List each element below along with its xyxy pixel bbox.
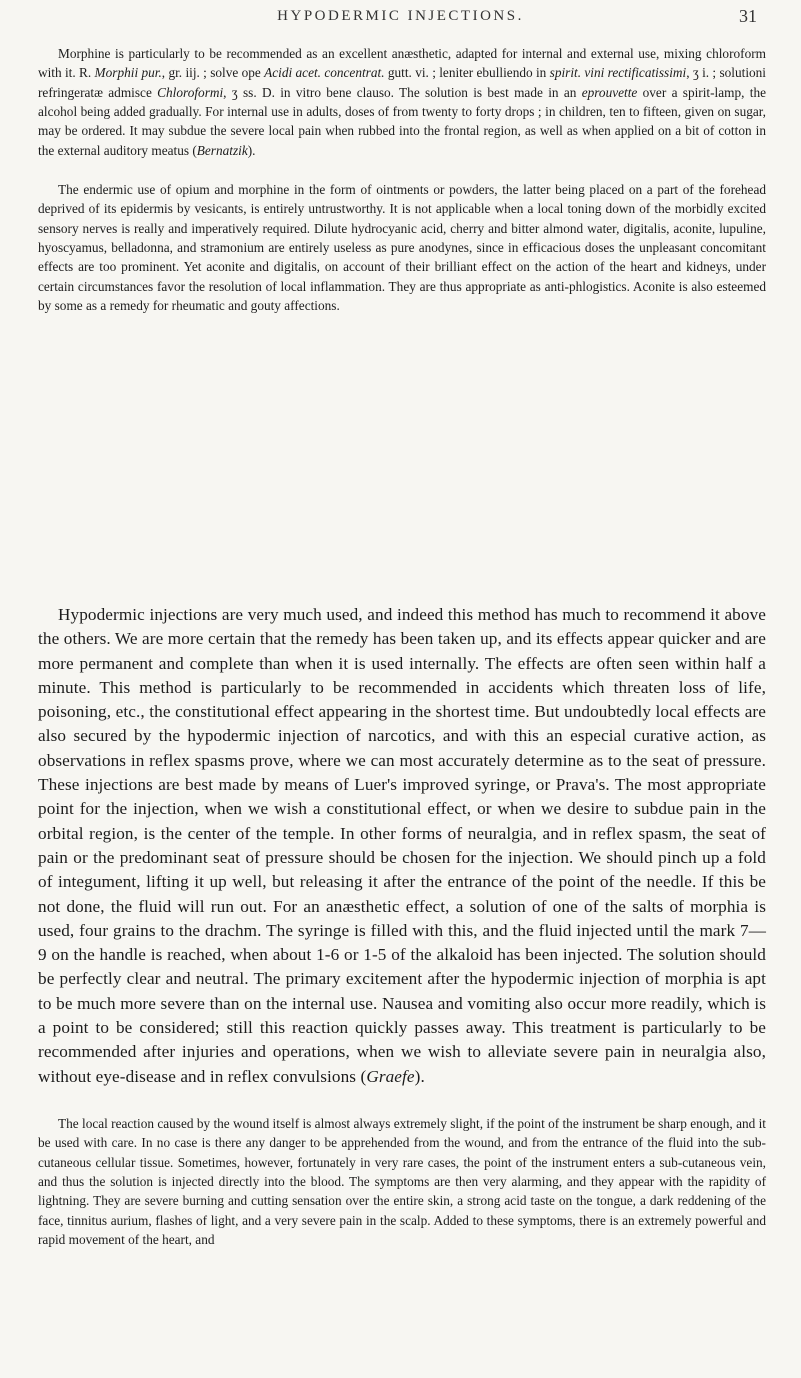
text-run: , ʒ ss. D. in vitro bene clauso. The solution is best made in an (223, 84, 582, 100)
text-run: Hypodermic injections are very much used, and indeed this method has much to recommend it above the others. We are more certain that the remedy has been taken up, and its effects appear quicker and are more permanent and complete than when it is used internally. The effects are often seen within half a minute. This method is particularly to be recommended in accidents which threaten loss of life, poisoning, etc., the constitutional effect appearing in the shortest time. But undoubtedly local effects are also secured by the hypodermic injection of narcotics, and with this an especial curative action, as observations in reflex spasms prove, where we can most accurately determine as to the seat of pressure. These injections are best made by means of Luer's improved syringe, or Prava's. The most appropriate point for the injection, when we wish a constitutional effect, or when we desire to subdue pain in the orbital region, is the center of the temple. In other forms of neuralgia, and in reflex spasm, the seat of pain or the predominant seat of pressure should be chosen for the injection. We should pinch up a fold of integument, lifting it up well, but releasing it after the entrance of the point of the needle. If this be not done, the fluid will run out. For an anæsthetic effect, a solution of one of the salts of morphia is used, four grains to the drachm. The syringe is filled with this, and the fluid injected until the mark 7—9 on the handle is reached, when about 1-6 or 1-5 of the alkaloid has been injected. The solution should be perfectly clear and neutral. The primary excitement after the hypodermic injection of morphia is apt to be much more severe than on the internal use. Nausea and vomiting also occur more readily, which is a point to be considered; still this reaction quickly passes away. This treatment is particularly to be recommended after injuries and operations, when we wish to alleviate severe pain in neuralgia also, without eye-disease and in reflex convulsions ( (38, 605, 766, 1086)
text-run: , ʒ i. ; solutioni refringeratæ admisce (38, 65, 767, 100)
italic-run: Bernatzik (196, 142, 248, 158)
morphine-block (38, 44, 766, 160)
text-run: over a spirit-lamp, the alcohol being added gradually. For internal use in adults, doses of from twenty to forty drops ; in children, ten to fifteen, given on sugar, may be ordered. It may subdue the severe local pain when rubbed into the frontal region, as well as when applied on a bit of cotton in the external auditory meatus ( (38, 84, 766, 158)
italic-run: Graefe (366, 1066, 415, 1086)
text-run: The endermic use of opium and morphine in the form of ointments or powders, the latter being placed on a part of the forehead deprived of its epidermis by vesicants, is entirely untrustworthy. It is not applicable when a local toning down of the morbidly excited sensory nerves is really and imperatively required. Dilute hydrocyanic acid, cherry and bitter almond water, digitalis, aconite, lupuline, hyoscyamus, belladonna, and stramonium are entirely useless as pure anodynes, since in efficacious doses the unpleasant concomitant effects are too prominent. Yet aconite and digitalis, on account of their brilliant effect on the action of the heart and kidneys, under certain circumstances favor the resolution of local inflammation. They are thus appropriate as anti-phlogistics. Aconite is also esteemed by some as a remedy for rheumatic and gouty affections. (38, 182, 766, 314)
paragraph-morphine (38, 44, 766, 160)
local-reaction-block (38, 1114, 766, 1249)
text-run: ). (247, 142, 256, 158)
text-run: Morphine is particularly to be recommended as an excellent anæsthetic, adapted for internal and external use, mixing chloroform with it. R. (38, 46, 766, 81)
text-run: The local reaction caused by the wound itself is almost always extremely slight, if the point of the instrument be sharp enough, and it be used with care. In no case is there any danger to be apprehended from the wound, and from the entrance of the fluid into the sub-cutaneous cellular tissue. Sometimes, however, fortunately in very rare cases, the point of the instrument enters a sub-cutaneous vein, and thus the solution is injected directly into the blood. The symptoms are then very alarming, and they appear with the rapidity of lightning. They are severe burning and cutting sensation over the entire skin, a strong acid taste on the tongue, a dark reddening of the face, tinnitus aurium, flashes of light, and a very severe pain in the scalp. Added to these symptoms, there is an extremely powerful and rapid movement of the heart, and (38, 1116, 766, 1248)
paragraph-endermic (38, 180, 766, 315)
text-run: gutt. vi. ; leniter ebulliendo in (384, 65, 550, 81)
italic-run: spirit. vini rectificatissimi (549, 65, 687, 81)
paragraph-local-reaction (38, 1114, 766, 1249)
endermic-block (38, 180, 766, 315)
italic-run: Chloroformi (157, 84, 224, 100)
italic-run: eprouvette (581, 84, 638, 100)
running-head (40, 6, 761, 30)
italic-run: Morphii pur. (94, 65, 162, 81)
italic-run: Acidi acet. concentrat. (264, 65, 385, 81)
text-run: ). (414, 1066, 425, 1086)
hypodermic-block (38, 603, 766, 1089)
text-run: , gr. iij. ; solve ope (161, 65, 265, 81)
page-number: 31 (739, 6, 757, 26)
running-title: HYPODERMIC INJECTIONS. (277, 8, 524, 24)
paragraph-hypodermic-injections (38, 603, 766, 1089)
